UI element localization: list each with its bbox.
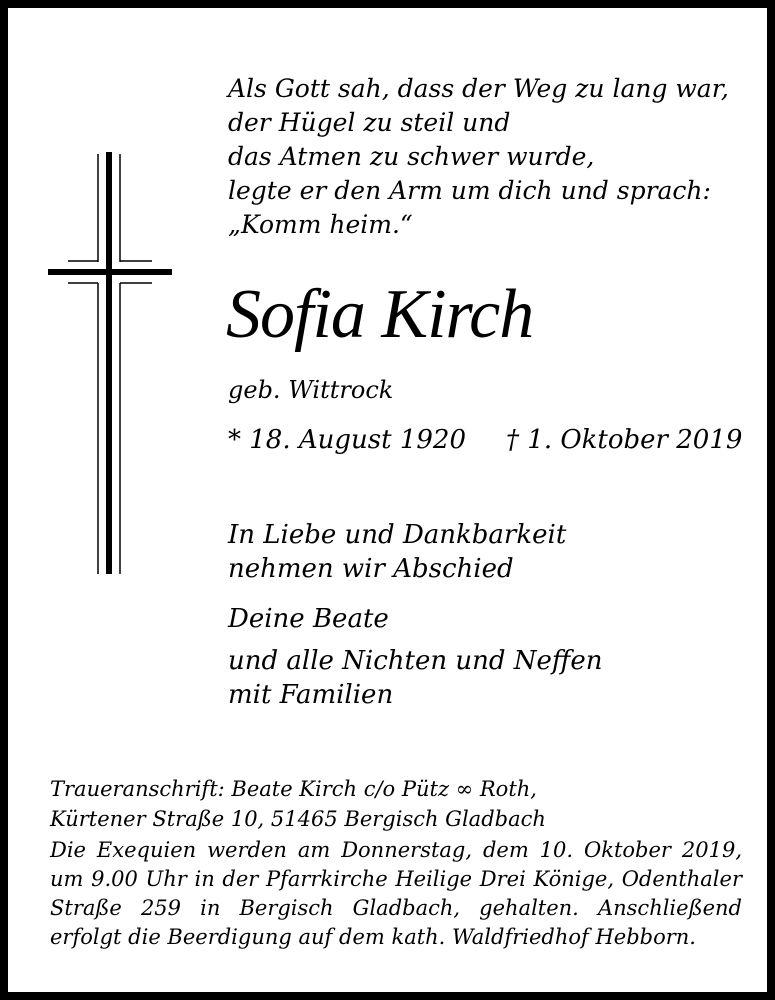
service-line: Die Exequien werden am Donnerstag, dem 10. Oktober 2019, <box>50 838 742 862</box>
poem-line: legte er den Arm um dich und sprach: <box>228 176 711 205</box>
poem-line: das Atmen zu schwer wurde, <box>228 142 595 171</box>
other-signers <box>228 644 603 712</box>
address-line: Traueranschrift: Beate Kirch c/o Pütz ∞ Roth, <box>50 777 537 801</box>
death-date: † 1. Oktober 2019 <box>506 425 743 455</box>
farewell-text <box>228 518 566 586</box>
farewell-line: In Liebe und Dankbarkeit <box>228 520 567 550</box>
poem-line: „Komm heim.“ <box>228 210 413 239</box>
service-line: erfolgt die Beerdigung auf dem kath. Waldfriedhof Hebborn. <box>50 925 696 949</box>
signer-line: mit Familien <box>228 680 394 710</box>
deceased-name: Sofia Kirch <box>226 276 534 353</box>
mourning-address <box>50 774 546 834</box>
life-dates <box>228 423 742 457</box>
primary-signer: Deine Beate <box>228 604 389 634</box>
poem-line: der Hügel zu steil und <box>228 108 511 137</box>
poem-line: Als Gott sah, dass der Weg zu lang war, <box>228 74 729 103</box>
farewell-line: nehmen wir Abschied <box>228 554 514 584</box>
signer-line: und alle Nichten und Neffen <box>228 646 603 676</box>
address-line: Kürtener Straße 10, 51465 Bergisch Gladbach <box>50 807 546 831</box>
poem <box>228 72 729 242</box>
service-line: um 9.00 Uhr in der Pfarrkirche Heilige Drei Könige, Odenthaler <box>50 867 742 891</box>
born-name: geb. Wittrock <box>228 376 394 404</box>
service-line: Straße 259 in Bergisch Gladbach, gehalten. Anschließend <box>50 896 742 920</box>
birth-date: * 18. August 1920 <box>228 425 467 455</box>
cross-icon <box>48 150 172 576</box>
service-details <box>50 836 742 952</box>
